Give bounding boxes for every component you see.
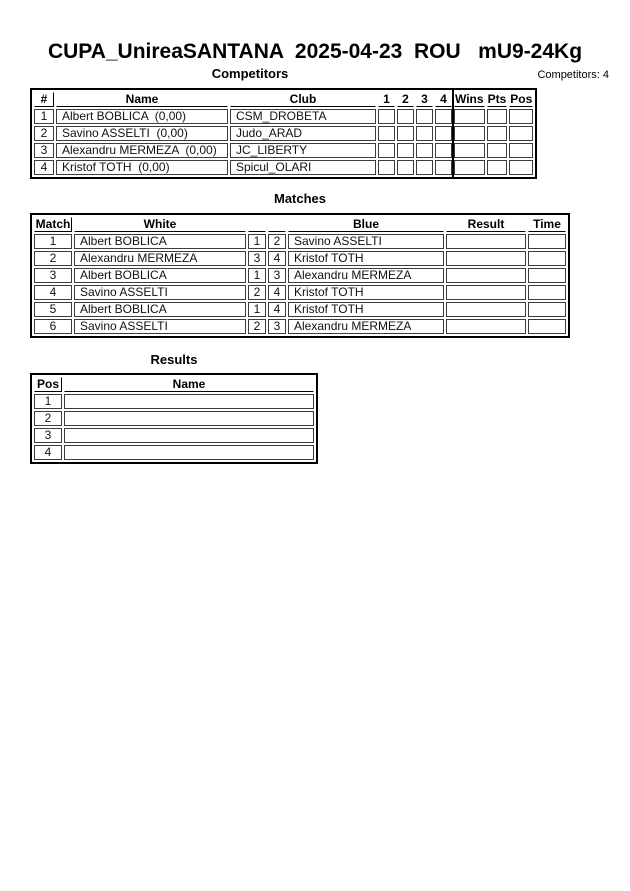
time-cell <box>528 302 566 317</box>
competitor-number-cell: 1 <box>34 109 54 124</box>
result-pos-cell: 4 <box>34 445 62 460</box>
wins-cell <box>454 160 485 175</box>
competitors-table <box>30 88 537 179</box>
col-header-wins: Wins <box>455 92 484 106</box>
result-name-cell <box>64 428 314 443</box>
blue-number-cell: 3 <box>268 319 286 334</box>
competitor-row <box>34 109 533 124</box>
col-header-blue: Blue <box>288 217 444 232</box>
round-score-cell <box>378 143 395 158</box>
col-header-match: Match <box>35 217 71 231</box>
competitor-row <box>34 160 533 175</box>
col-header-club: Club <box>230 92 376 107</box>
result-row <box>34 411 314 426</box>
round-score-cell <box>397 126 414 141</box>
col-header-white-number <box>248 217 266 232</box>
match-row <box>34 319 566 334</box>
col-header-round-2: 2 <box>397 92 414 107</box>
pts-cell <box>487 109 508 124</box>
competitor-name-cell: Alexandru MERMEZA (0,00) <box>56 143 228 158</box>
pos-cell <box>509 143 533 158</box>
white-number-cell: 1 <box>248 234 266 249</box>
round-score-cell <box>397 143 414 158</box>
pos-cell <box>509 126 533 141</box>
match-number-cell: 5 <box>34 302 72 317</box>
result-row <box>34 445 314 460</box>
round-score-cell <box>378 160 395 175</box>
col-header-round-3: 3 <box>416 92 433 107</box>
result-cell <box>446 268 526 283</box>
blue-number-cell: 4 <box>268 251 286 266</box>
match-row <box>34 302 566 317</box>
competitor-name-cell: Savino ASSELTI (0,00) <box>56 126 228 141</box>
col-header-result: Result <box>446 217 526 232</box>
competitors-heading: Competitors <box>211 66 289 81</box>
time-cell <box>528 319 566 334</box>
match-row <box>34 251 566 266</box>
competitor-club-cell: Judo_ARAD <box>230 126 376 141</box>
round-score-cell <box>378 109 395 124</box>
col-header-blue-number <box>268 217 286 232</box>
round-score-cell <box>378 126 395 141</box>
col-header-white: White <box>74 217 246 232</box>
round-score-cell <box>435 143 452 158</box>
white-number-cell: 1 <box>248 268 266 283</box>
results-heading: Results <box>150 352 198 367</box>
competitors-table-wrapper <box>30 88 537 179</box>
competitor-row <box>34 126 533 141</box>
result-cell <box>446 319 526 334</box>
col-header-pos: Pos <box>510 92 533 106</box>
competitor-number-cell: 4 <box>34 160 54 175</box>
result-row <box>34 428 314 443</box>
competitor-name-cell: Kristof TOTH (0,00) <box>56 160 228 175</box>
result-name-cell <box>64 445 314 460</box>
match-number-cell: 4 <box>34 285 72 300</box>
blue-number-cell: 4 <box>268 285 286 300</box>
col-header-name: Name <box>56 92 228 107</box>
round-score-cell <box>416 143 433 158</box>
result-cell <box>446 285 526 300</box>
round-score-cell <box>435 160 452 175</box>
result-cell <box>446 302 526 317</box>
time-cell <box>528 234 566 249</box>
competitor-name-cell: Albert BOBLICA (0,00) <box>56 109 228 124</box>
wins-separator-line <box>452 88 454 179</box>
white-number-cell: 1 <box>248 302 266 317</box>
wins-cell <box>454 143 485 158</box>
blue-name-cell: Kristof TOTH <box>288 251 444 266</box>
blue-number-cell: 3 <box>268 268 286 283</box>
result-pos-cell: 3 <box>34 428 62 443</box>
competitor-club-cell: CSM_DROBETA <box>230 109 376 124</box>
matches-header-row <box>34 217 566 232</box>
result-name-cell <box>64 394 314 409</box>
round-score-cell <box>435 109 452 124</box>
round-score-cell <box>416 109 433 124</box>
round-score-cell <box>435 126 452 141</box>
wins-cell <box>454 109 485 124</box>
matches-table <box>30 213 570 338</box>
competitor-number-cell: 3 <box>34 143 54 158</box>
pts-cell <box>487 126 508 141</box>
blue-name-cell: Alexandru MERMEZA <box>288 319 444 334</box>
pts-cell <box>487 160 508 175</box>
white-number-cell: 2 <box>248 285 266 300</box>
round-score-cell <box>397 109 414 124</box>
white-name-cell: Savino ASSELTI <box>74 319 246 334</box>
result-row <box>34 394 314 409</box>
match-number-cell: 2 <box>34 251 72 266</box>
col-header-result-name: Name <box>64 377 314 392</box>
pos-cell <box>509 109 533 124</box>
blue-name-cell: Kristof TOTH <box>288 285 444 300</box>
time-cell <box>528 285 566 300</box>
pos-cell <box>509 160 533 175</box>
results-header-row <box>34 377 314 392</box>
match-number-cell: 6 <box>34 319 72 334</box>
result-name-cell <box>64 411 314 426</box>
white-name-cell: Albert BOBLICA <box>74 302 246 317</box>
white-name-cell: Savino ASSELTI <box>74 285 246 300</box>
blue-number-cell: 4 <box>268 302 286 317</box>
match-number-cell: 3 <box>34 268 72 283</box>
round-score-cell <box>416 126 433 141</box>
result-cell <box>446 234 526 249</box>
matches-table-wrapper <box>30 213 570 338</box>
col-header-pts: Pts <box>487 92 507 106</box>
blue-number-cell: 2 <box>268 234 286 249</box>
results-table <box>30 373 318 464</box>
time-cell <box>528 251 566 266</box>
competitor-club-cell: Spicul_OLARI <box>230 160 376 175</box>
competitors-count: Competitors: 4 <box>537 69 609 81</box>
col-header-round-4: 4 <box>435 92 452 107</box>
wins-cell <box>454 126 485 141</box>
round-score-cell <box>416 160 433 175</box>
competitor-club-cell: JC_LIBERTY <box>230 143 376 158</box>
blue-name-cell: Alexandru MERMEZA <box>288 268 444 283</box>
white-name-cell: Alexandru MERMEZA <box>74 251 246 266</box>
result-cell <box>446 251 526 266</box>
round-score-cell <box>397 160 414 175</box>
col-header-round-1: 1 <box>378 92 395 107</box>
result-pos-cell: 1 <box>34 394 62 409</box>
blue-name-cell: Kristof TOTH <box>288 302 444 317</box>
match-number-cell: 1 <box>34 234 72 249</box>
match-row <box>34 234 566 249</box>
white-name-cell: Albert BOBLICA <box>74 268 246 283</box>
competitors-header-row <box>34 92 533 107</box>
blue-name-cell: Savino ASSELTI <box>288 234 444 249</box>
col-header-number: # <box>34 92 54 107</box>
white-number-cell: 3 <box>248 251 266 266</box>
results-table-wrapper <box>30 373 318 464</box>
white-number-cell: 2 <box>248 319 266 334</box>
col-header-time: Time <box>528 217 566 232</box>
competitor-row <box>34 143 533 158</box>
competitor-number-cell: 2 <box>34 126 54 141</box>
page-title: CUPA_UnireaSANTANA 2025-04-23 ROU mU9-24Kg <box>47 40 583 63</box>
col-header-result-pos: Pos <box>34 377 62 392</box>
matches-heading: Matches <box>273 191 327 206</box>
white-name-cell: Albert BOBLICA <box>74 234 246 249</box>
match-row <box>34 285 566 300</box>
match-row <box>34 268 566 283</box>
pts-cell <box>487 143 508 158</box>
time-cell <box>528 268 566 283</box>
result-pos-cell: 2 <box>34 411 62 426</box>
